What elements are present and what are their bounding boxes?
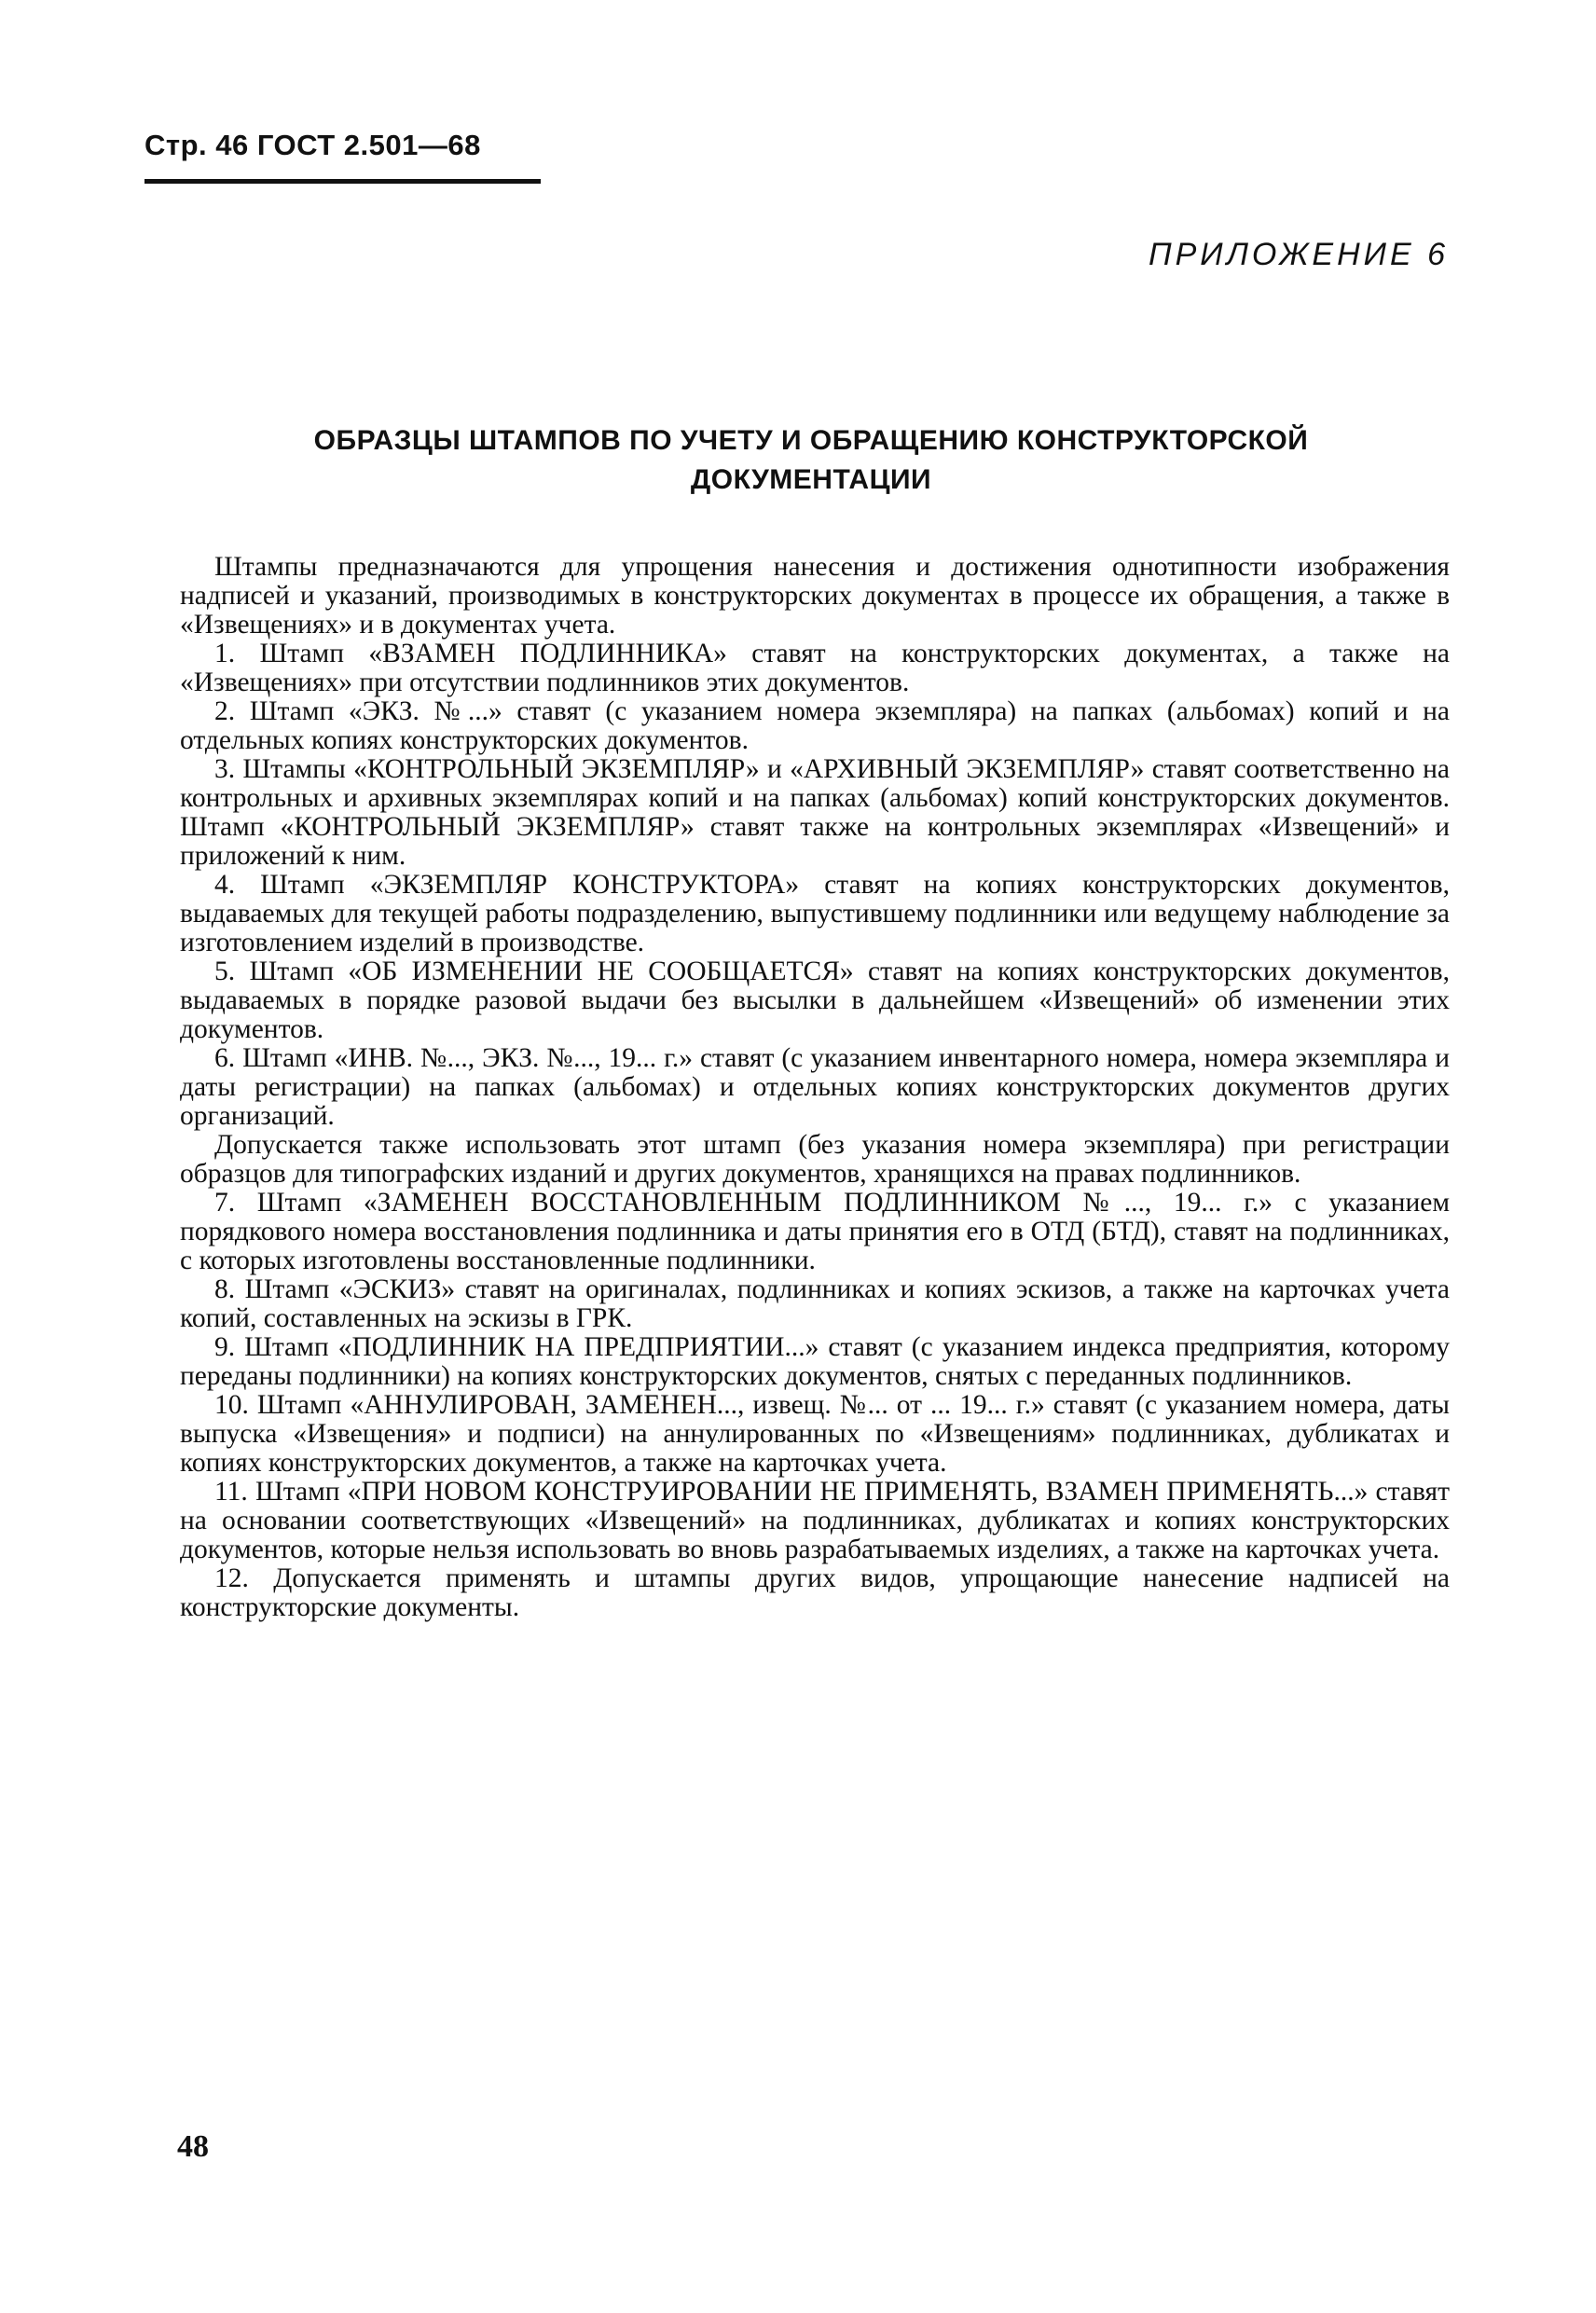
page-number: 48: [177, 2129, 209, 2164]
paragraph-item-6: 6. Штамп «ИНВ. №..., ЭКЗ. №..., 19... г.» ставят (с указанием инвентарного номера, номера экземпляра и даты регистрации) на папках (альбомах) и отдельных копиях конструкторских документов других организаций.: [180, 1043, 1450, 1131]
paragraph-item-7: 7. Штамп «ЗАМЕНЕН ВОССТАНОВЛЕННЫМ ПОДЛИННИКОМ №..., 19... г.» с указанием порядкового номера восстановления подлинника и даты принятия его в ОТД (БТД), ставят на подлинниках, с которых изготовлены восстановленные подлинники.: [180, 1188, 1450, 1275]
document-title: [205, 421, 1417, 500]
paragraph-item-4: 4. Штамп «ЭКЗЕМПЛЯР КОНСТРУКТОРА» ставят на копиях конструкторских документов, выдаваемых для текущей работы подразделению, выпустившему подлинники или ведущему наблюдение за изготовлением изделий в производстве.: [180, 870, 1450, 957]
paragraph-item-6-note: Допускается также использовать этот штамп (без указания номера экземпляра) при регистрации образцов для типографских изданий и других документов, хранящихся на правах подлинников.: [180, 1130, 1450, 1189]
paragraph-item-10: 10. Штамп «АННУЛИРОВАН, ЗАМЕНЕН..., извещ. №... от ... 19... г.» ставят (с указанием номера, даты выпуска «Извещения» и подписи) на аннулированных по «Извещениям» подлинниках, дубликатах и копиях конструкторских документов, а также на карточках учета.: [180, 1390, 1450, 1478]
paragraph-item-2: 2. Штамп «ЭКЗ. №...» ставят (с указанием номера экземпляра) на папках (альбомах) копий и на отдельных копиях конструкторских документов.: [180, 696, 1450, 755]
paragraph-item-9: 9. Штамп «ПОДЛИННИК НА ПРЕДПРИЯТИИ...» ставят (с указанием индекса предприятия, которому переданы подлинники) на копиях конструкторских документов, снятых с переданных подлинников.: [180, 1332, 1450, 1391]
document-title-line-2: ДОКУМЕНТАЦИИ: [690, 464, 932, 495]
appendix-label: ПРИЛОЖЕНИЕ 6: [1148, 237, 1449, 272]
paragraph-item-5: 5. Штамп «ОБ ИЗМЕНЕНИИ НЕ СООБЩАЕТСЯ» ставят на копиях конструкторских документов, выдаваемых в порядке разовой выдачи без высылки в дальнейшем «Извещений» об изменении этих документов.: [180, 957, 1450, 1044]
header-rule: [144, 179, 541, 184]
paragraph-item-1: 1. Штамп «ВЗАМЕН ПОДЛИННИКА» ставят на конструкторских документах, а также на «Извещениях» при отсутствии подлинников этих документов.: [180, 639, 1450, 697]
paragraph-item-8: 8. Штамп «ЭСКИЗ» ставят на оригиналах, подлинниках и копиях эскизов, а также на карточках учета копий, составленных на эскизы в ГРК.: [180, 1274, 1450, 1333]
page-header: Стр. 46 ГОСТ 2.501—68: [144, 129, 481, 161]
paragraph-item-11: 11. Штамп «ПРИ НОВОМ КОНСТРУИРОВАНИИ НЕ ПРИМЕНЯТЬ, ВЗАМЕН ПРИМЕНЯТЬ...» ставят на основании соответствующих «Извещений» на подлинниках, дубликатах и копиях конструкторских документов, которые нельзя использовать во вновь разрабатываемых изделиях, а также на карточках учета.: [180, 1477, 1450, 1564]
document-title-line-1: ОБРАЗЦЫ ШТАМПОВ ПО УЧЕТУ И ОБРАЩЕНИЮ КОНСТРУКТОРСКОЙ: [313, 425, 1309, 456]
paragraph-item-3: 3. Штампы «КОНТРОЛЬНЫЙ ЭКЗЕМПЛЯР» и «АРХИВНЫЙ ЭКЗЕМПЛЯР» ставят соответственно на контрольных и архивных экземплярах копий и на папках (альбомах) копий конструкторских документов. Штамп «КОНТРОЛЬНЫЙ ЭКЗЕМПЛЯР» ставят также на контрольных экземплярах «Извещений» и приложений к ним.: [180, 754, 1450, 871]
paragraph-item-12: 12. Допускается применять и штампы других видов, упрощающие нанесение надписей на конструкторские документы.: [180, 1563, 1450, 1622]
intro-paragraph: Штампы предназначаются для упрощения нанесения и достижения однотипности изображения надписей и указаний, производимых в конструкторских документах в процессе их обращения, а также в «Извещениях» и в документах учета.: [180, 552, 1450, 640]
body-text: [180, 553, 1450, 1622]
